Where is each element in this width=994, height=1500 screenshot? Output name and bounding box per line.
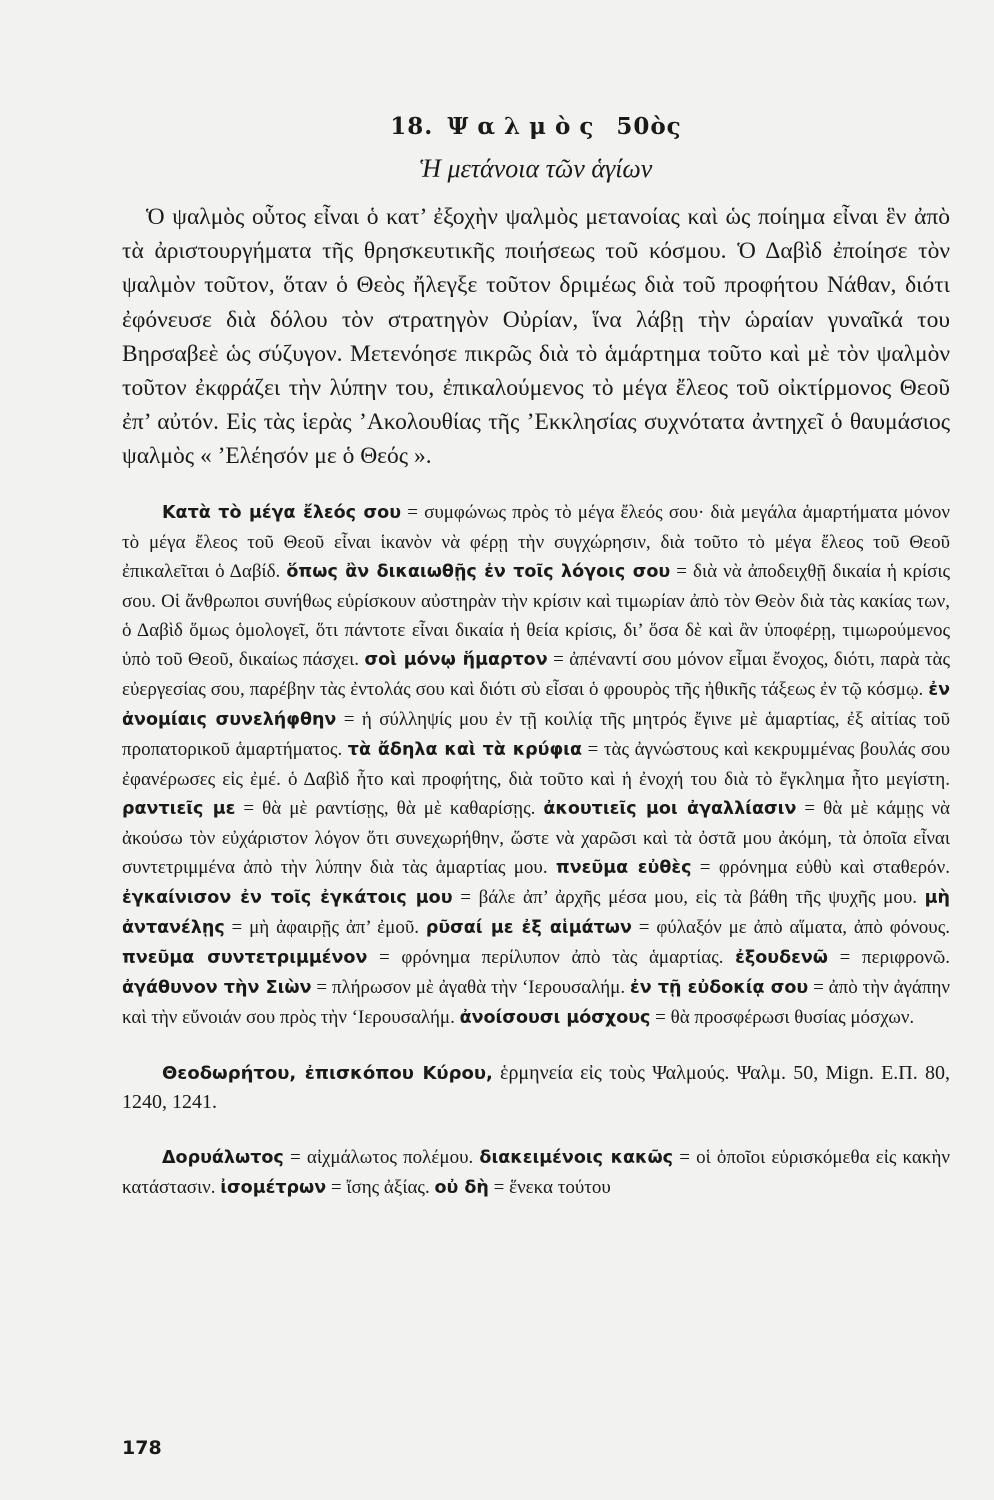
note-term: οὐ δὴ — [434, 1177, 489, 1198]
source-author: Θεοδωρήτου, ἐπισκόπου Κύρου, — [162, 1062, 493, 1084]
psalm-subtitle: Ἡ μετάνοια τῶν ἁγίων — [419, 154, 653, 183]
glossary-term: ἐγκαίνισον ἐν τοῖς ἐγκάτοις μου — [122, 887, 453, 908]
glossary-term: ἐξουδενῶ — [735, 947, 828, 968]
glossary-term: σοὶ μόνῳ ἥμαρτον — [364, 649, 548, 670]
intro-paragraph: Ὁ ψαλμὸς οὗτος εἶναι ὁ κατ’ ἐξοχὴν ψαλμὸς μετανοίας καὶ ὡς ποίημα εἶναι ἓν ἀπὸ τὰ ἀριστουργήματα τῆς θρησκευτικῆς ποιήσεως τοῦ κόσμου. Ὁ Δαβὶδ ἐποίησε τὸν ψαλμὸν τοῦτον, ὅταν ὁ Θεὸς ἤλεγξε τοῦτον δριμέως διὰ τοῦ προφήτου Νάθαν, διότι ἐφόνευσε διὰ δόλου τὸν στρατηγὸν Οὐρίαν, ἵνα λάβῃ τὴν ὡραίαν γυναῖκά του Βηρσαβεὲ ὡς σύζυγον. Μετενόησε πικρῶς διὰ τὸ ἁμάρτημα τοῦτο καὶ μὲ τὸν ψαλμὸν τοῦτον ἐκφράζει τὴν λύπην του, ἐπικαλούμενος τὸ μέγα ἔλεος τοῦ οἰκτίρμονος Θεοῦ ἐπ’ αὐτόν. Εἰς τὰς ἱερὰς ’Ακολουθίας τῆς ’Εκκλησίας συχνότατα ἀντηχεῖ ὁ θαυμάσιος ψαλμὸς « ’Ελέησόν με ὁ Θεός ». — [122, 204, 950, 470]
source-citation — [122, 1059, 950, 1117]
glossary-term: ρῦσαί με ἐξ αἱμάτων — [425, 917, 632, 938]
glossary-definition: = διὰ νὰ ἀποδειχθῇ δικαία ἡ κρίσις σου. Οἱ ἄνθρωποι συνήθως εὑρίσκουν αὐστηρὰν τὴν κρίσιν καὶ τιμωρίαν ἀπὸ τὸν Θεὸν διὰ τὰς κακίας των, ὁ Δαβὶδ ὅμως ὁμολογεῖ, ὅτι πάντοτε εἶναι δικαία ἡ θεία κρίσις, δι’ ὅσα δὲ καὶ ἂν ὑποφέρῃ, τιμωρούμενος ὑπὸ τοῦ Θεοῦ, δικαίως πάσχει. — [122, 560, 951, 670]
notes-paragraph — [122, 1143, 950, 1203]
glossary-definition: = θὰ μὲ ραντίσῃς, θὰ μὲ καθαρίσῃς. — [235, 797, 544, 819]
glossary-definition: = πλήρωσον μὲ ἀγαθὰ τὴν ‘Ιερουσαλήμ. — [311, 976, 630, 998]
glossary-definition: = ἡ σύλληψίς μου ἐν τῇ κοιλίᾳ τῆς μητρός ἔγινε μὲ ἁμαρτίας, ἐξ αἰτίας τοῦ προπατορικοῦ ἁμαρτήματος. — [122, 708, 950, 760]
glossary-definition: = φύλαξόν με ἀπὸ αἵματα, ἀπὸ φόνους. — [631, 916, 950, 938]
glossary-definition: = τὰς ἀγνώστους καὶ κεκρυμμένας βουλάς σου ἐφανέρωσες εἰς ἐμέ. ὁ Δαβὶδ ἦτο καὶ προφήτης, διὰ τοῦτο καὶ ἡ ἐνοχή του διὰ τὸ ἔγκλημα ἦτο μεγίστη. — [122, 738, 950, 790]
glossary-definition: = φρόνημα περίλυπον ἀπὸ τὰς ἁμαρτίας. — [367, 946, 736, 968]
glossary-definition: = περιφρονῶ. — [828, 946, 950, 968]
note-definition: = αἰχμάλωτος πολέμου. — [283, 1146, 480, 1168]
psalm-heading — [122, 110, 950, 144]
heading-number: 18. — [390, 113, 434, 140]
note-definition: = ἕνεκα τούτου — [488, 1176, 611, 1198]
heading-ordinal: 50ὸς — [616, 113, 682, 140]
glossary-term: ἐν τῇ εὐδοκίᾳ σου — [629, 977, 809, 998]
glossary-term: ἐν ἀνομίαις συνελήφθην — [122, 679, 950, 730]
page-content — [122, 110, 950, 1203]
glossary-term: ραντιεῖς με — [122, 798, 236, 819]
note-definition: = οἱ ὁποῖοι εὑρισκόμεθα εἰς κακὴν κατάστασιν. — [122, 1146, 950, 1198]
glossary-definition: = θὰ μὲ κάμῃς νὰ ἀκούσω τὸν εὐχάριστον λόγον ὅτι συνεχωρήθην, ὥστε νὰ χαρῶσι καὶ τὰ ὀστᾶ μου ἀκόμη, τὰ ὁποῖα εἶναι συντετριμμένα ἀπὸ τὴν λύπην διὰ τὰς ἁμαρτίας μου. — [122, 797, 950, 878]
note-term: Δορυάλωτος — [162, 1147, 284, 1168]
page-number: 178 — [122, 1437, 162, 1459]
glossary-term: τὰ ἄδηλα καὶ τὰ κρύφια — [347, 739, 583, 760]
glossary-paragraph — [122, 498, 950, 1033]
glossary-definition: = φρόνημα εὐθὺ καὶ σταθερόν. — [691, 856, 950, 878]
note-definition: = ἴσης ἀξίας. — [326, 1176, 435, 1198]
glossary-definition: = ἀπὸ τὴν ἀγάπην καὶ τὴν εὔνοιάν σου πρὸς τὴν ‘Ιερουσαλήμ. — [122, 976, 950, 1028]
glossary-term: ἀνοίσουσι μόσχους — [459, 1007, 651, 1028]
note-term: ἰσομέτρων — [220, 1177, 327, 1198]
glossary-definition: = βάλε ἀπ’ ἀρχῆς μέσα μου, εἰς τὰ βάθη τῆς ψυχῆς μου. — [452, 886, 925, 908]
heading-word: Ψαλμὸς — [447, 113, 603, 140]
glossary-definition: = μὴ ἀφαιρῇς ἀπ’ ἐμοῦ. — [224, 916, 426, 938]
glossary-definition: = συμφώνως πρὸς τὸ μέγα ἔλεός σου· διὰ μεγάλα ἁμαρτήματα μόνον τὸ μέγα ἔλεος τοῦ Θεοῦ εἶναι ἱκανὸν νὰ φέρῃ τὴν συγχώρησιν, διὰ τοῦτο τὸ μέγα ἔλεος τοῦ Θεοῦ ἐπικαλεῖται ὁ Δαβίδ. — [122, 501, 950, 582]
note-term: διακειμένοις κακῶς — [479, 1147, 674, 1168]
glossary-term: πνεῦμα εὐθὲς — [555, 857, 692, 878]
glossary-term: ἀγάθυνον τὴν Σιὼν — [122, 977, 312, 998]
glossary-definition: = θὰ προσφέρωσι θυσίας μόσχων. — [650, 1006, 915, 1028]
glossary-term: πνεῦμα συντετριμμένον — [122, 947, 368, 968]
source-reference: ἑρμηνεία εἰς τοὺς Ψαλμούς. Ψαλμ. 50, Mign. Ε.Π. 80, 1240, 1241. — [122, 1061, 950, 1113]
glossary-term: μὴ ἀντανέλῃς — [122, 887, 950, 938]
glossary-term: Κατὰ τὸ μέγα ἔλεός σου — [162, 502, 402, 523]
glossary-term: ἀκουτιεῖς μοι ἀγαλλίασιν — [543, 798, 797, 819]
glossary-definition: = ἀπέναντί σου μόνον εἶμαι ἔνοχος, διότι, παρὰ τὰς εὐεργεσίας σου, παρέβην τὰς ἐντολάς σου καὶ διότι σὺ εἶσαι ὁ φρουρὸς τῆς ἠθικῆς τάξεως ἐν τῷ κόσμῳ. — [122, 648, 950, 700]
glossary-term: ὅπως ἂν δικαιωθῇς ἐν τοῖς λόγοις σου — [286, 561, 671, 582]
